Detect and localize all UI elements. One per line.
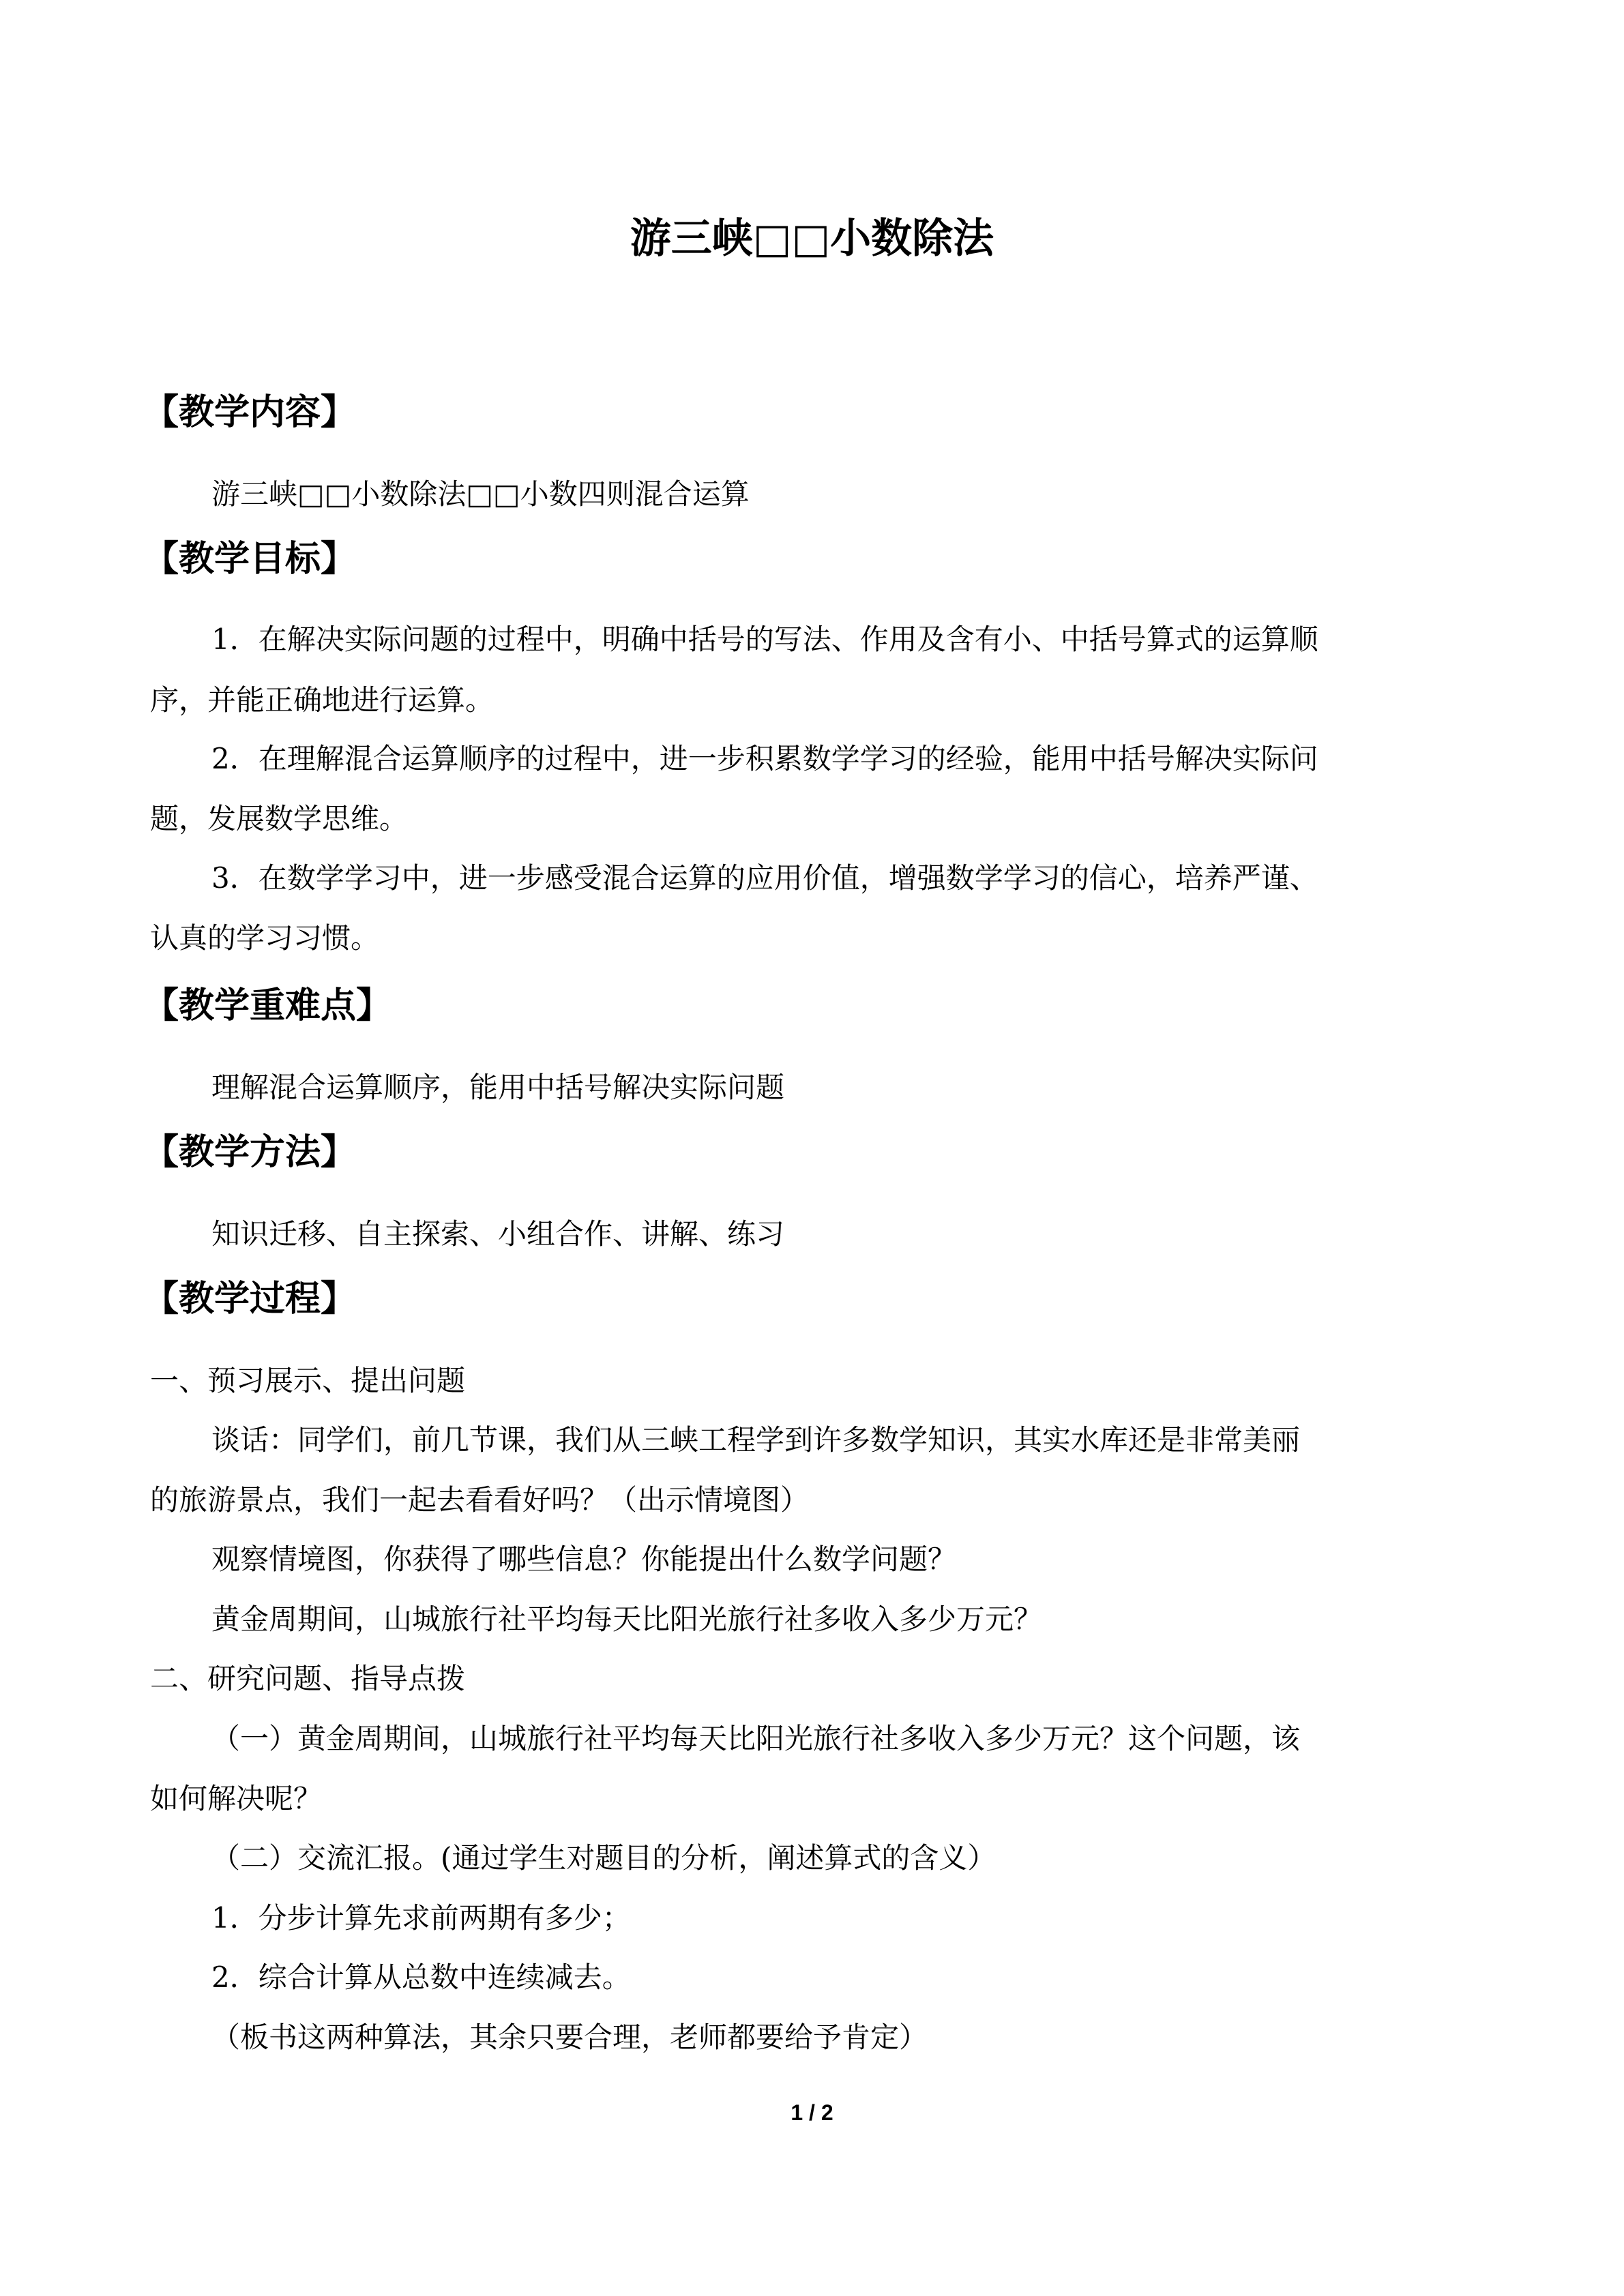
process-step-2-para-4: 2．综合计算从总数中连续减去。: [211, 1960, 631, 1994]
goal-3-line-2: 认真的学习习惯。: [150, 921, 380, 955]
process-step-2-title: 二、研究问题、指导点拨: [150, 1662, 466, 1695]
goal-1-line-1: 1．在解决实际问题的过程中，明确中括号的写法、作用及含有小、中括号算式的运算顺: [211, 623, 1318, 656]
key-points-text: 理解混合运算顺序，能用中括号解决实际问题: [211, 1071, 785, 1104]
process-step-1-para-1-line-1: 谈话：同学们，前几节课，我们从三峡工程学到许多数学知识，其实水库还是非常美丽: [211, 1423, 1301, 1457]
heading-teaching-content: 【教学内容】: [143, 392, 357, 433]
goal-1-line-2: 序，并能正确地进行运算。: [150, 683, 494, 717]
process-step-2-para-5: （板书这两种算法，其余只要合理，老师都要给予肯定）: [211, 2021, 928, 2054]
heading-teaching-process: 【教学过程】: [143, 1279, 357, 1320]
goal-2-line-1: 2．在理解混合运算顺序的过程中，进一步积累数学学习的经验，能用中括号解决实际问: [211, 742, 1318, 775]
process-step-2-para-2: （二）交流汇报。(通过学生对题目的分析，阐述算式的含义）: [211, 1841, 996, 1875]
goal-2-line-2: 题，发展数学思维。: [150, 802, 409, 835]
process-step-1-para-2: 观察情境图，你获得了哪些信息？你能提出什么数学问题？: [211, 1542, 957, 1576]
process-step-1-para-3: 黄金周期间，山城旅行社平均每天比阳光旅行社多收入多少万元？: [211, 1602, 1043, 1636]
process-step-1-title: 一、预习展示、提出问题: [150, 1364, 466, 1397]
heading-key-points: 【教学重难点】: [143, 985, 392, 1026]
process-step-2-para-1-line-1: （一）黄金周期间，山城旅行社平均每天比阳光旅行社多收入多少万元？这个问题，该: [211, 1722, 1301, 1755]
teaching-content-text: 游三峡□□小数除法□□小数四则混合运算: [211, 477, 750, 511]
teaching-methods-text: 知识迁移、自主探索、小组合作、讲解、练习: [211, 1217, 785, 1251]
process-step-2-para-3: 1．分步计算先求前两期有多少；: [211, 1901, 631, 1935]
goal-3-line-1: 3．在数学学习中，进一步感受混合运算的应用价值，增强数学学习的信心，培养严谨、: [211, 861, 1318, 895]
process-step-1-para-1-line-2: 的旅游景点，我们一起去看看好吗？（出示情境图）: [150, 1483, 810, 1517]
process-step-2-para-1-line-2: 如何解决呢？: [150, 1782, 323, 1815]
page-number: 1 / 2: [791, 2100, 833, 2125]
heading-teaching-goals: 【教学目标】: [143, 539, 357, 580]
page-title: 游三峡□□小数除法: [630, 215, 994, 263]
heading-teaching-methods: 【教学方法】: [143, 1132, 357, 1173]
